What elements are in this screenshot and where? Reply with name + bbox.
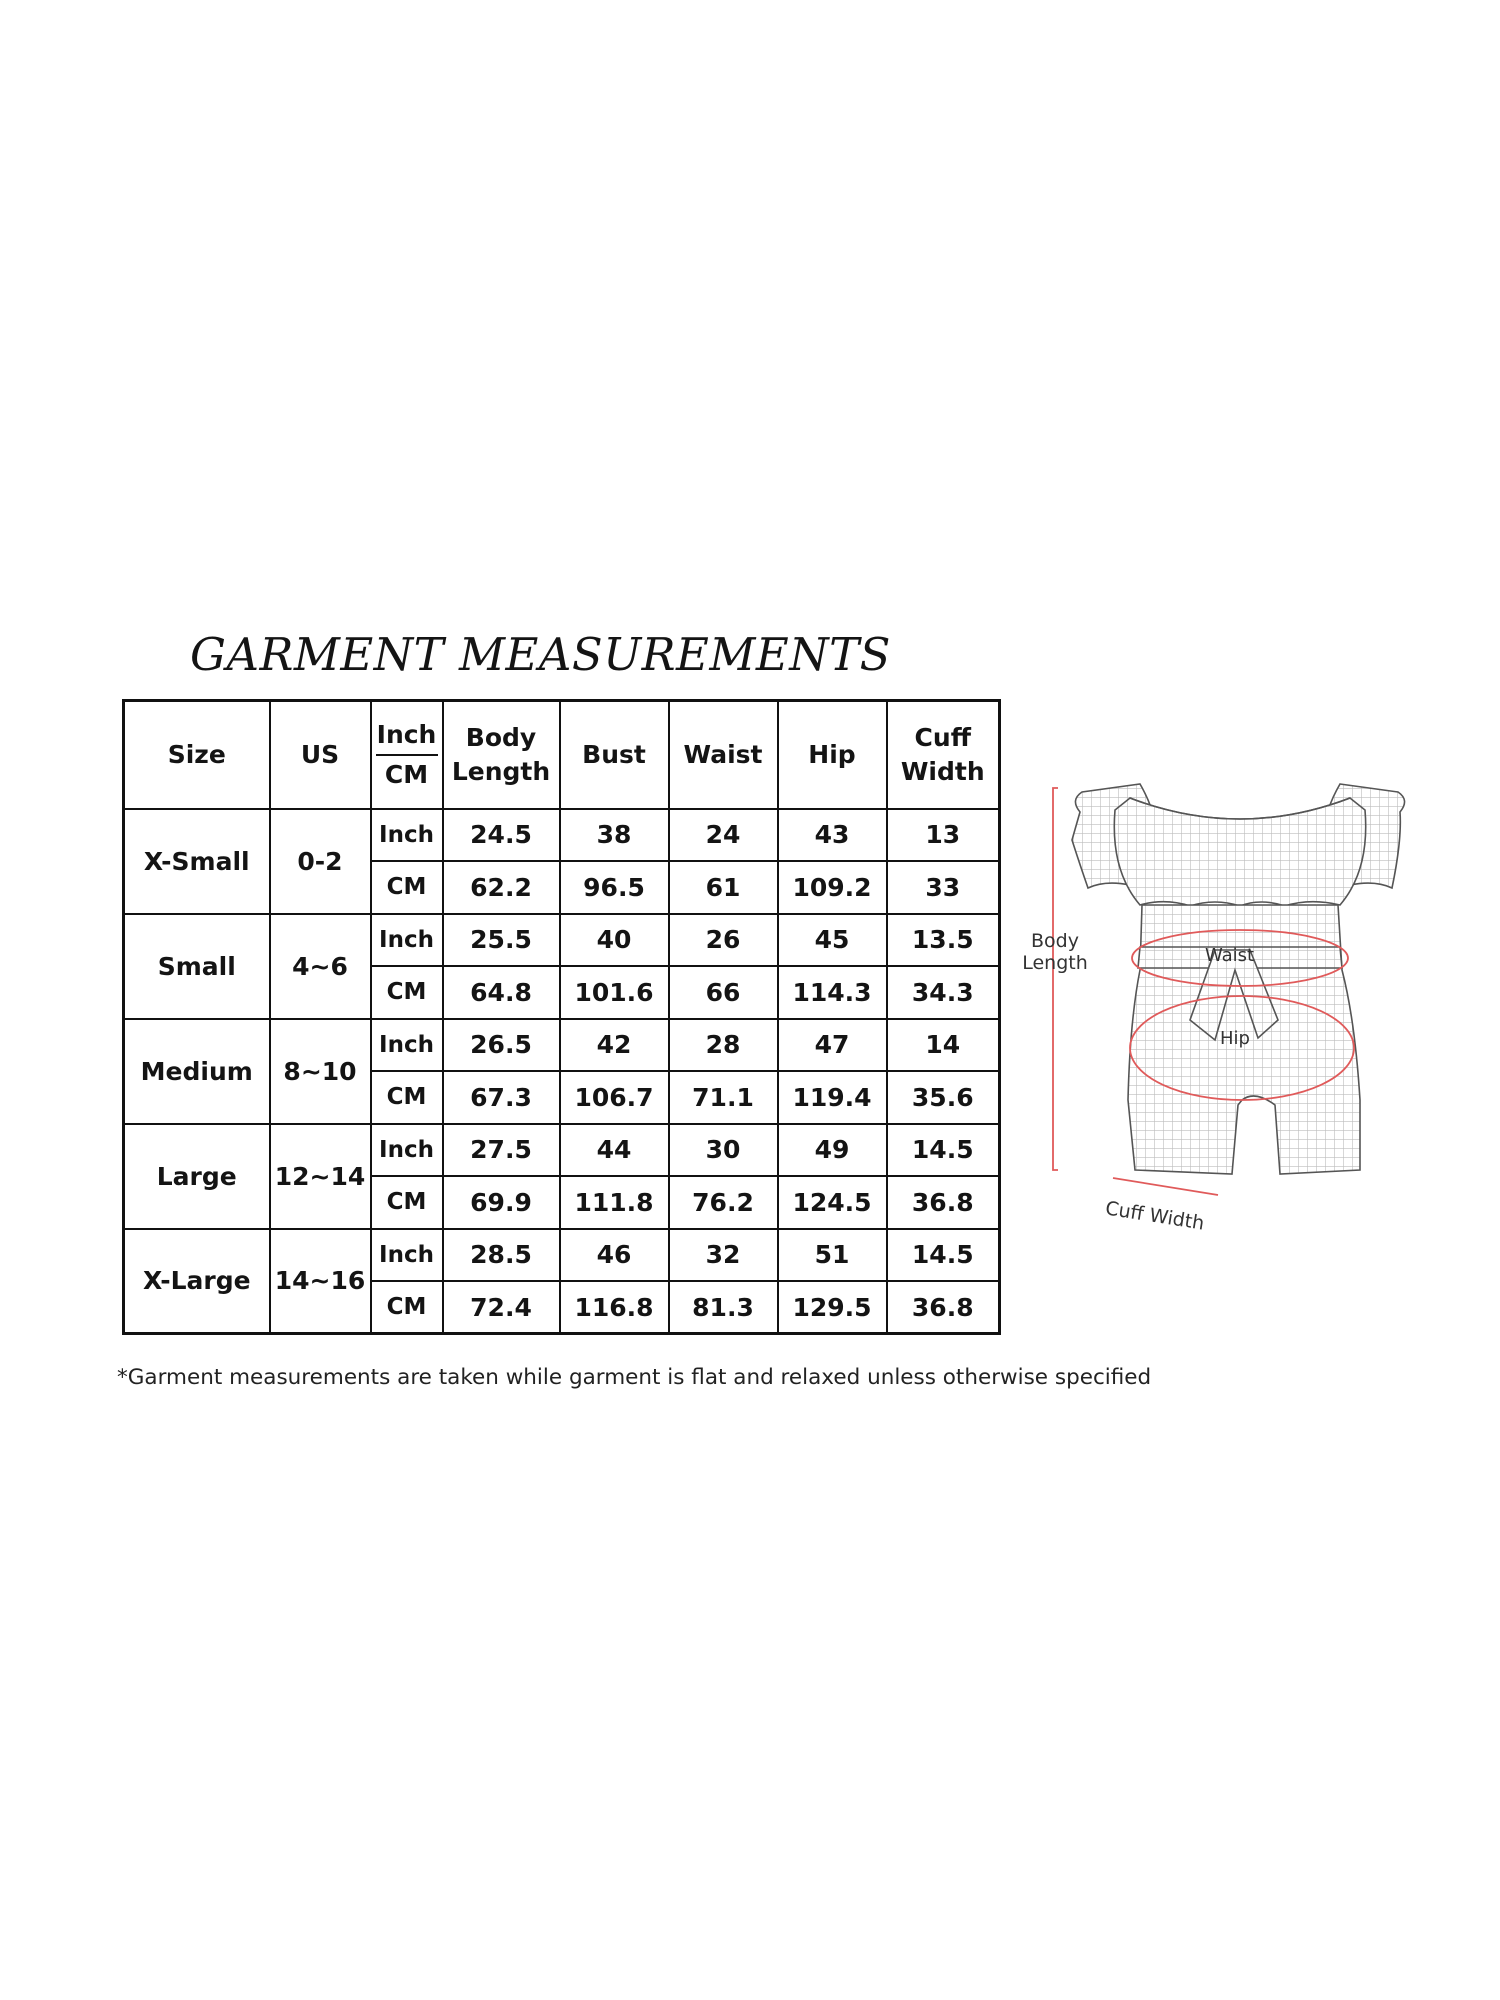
header-cuff-width-line2: Width <box>900 756 985 786</box>
body-length-label-line1: Body <box>1031 930 1079 952</box>
header-waist: Waist <box>669 701 778 809</box>
bust-cell: 40 <box>560 914 669 967</box>
body-length-bracket <box>1053 788 1058 1170</box>
waist-cell: 61 <box>669 861 778 914</box>
header-cuff-width-line1: Cuff <box>914 722 971 752</box>
header-hip: Hip <box>778 701 887 809</box>
body-length-cell: 72.4 <box>443 1281 560 1334</box>
unit-cell: Inch <box>371 1019 443 1072</box>
header-unit <box>371 701 443 809</box>
us-size-cell: 12~14 <box>270 1124 371 1229</box>
waist-cell: 32 <box>669 1229 778 1282</box>
hip-cell: 51 <box>778 1229 887 1282</box>
bust-cell: 96.5 <box>560 861 669 914</box>
unit-cell: CM <box>371 966 443 1019</box>
footnote: *Garment measurements are taken while garment is flat and relaxed unless otherwise specified <box>117 1365 1152 1390</box>
unit-cell: Inch <box>371 1229 443 1282</box>
body-length-cell: 67.3 <box>443 1071 560 1124</box>
size-cell: X-Large <box>124 1229 270 1334</box>
table-row <box>124 1124 1000 1177</box>
waist-cell: 76.2 <box>669 1176 778 1229</box>
page-title: GARMENT MEASUREMENTS <box>190 628 891 681</box>
unit-cell: Inch <box>371 809 443 862</box>
hip-cell: 109.2 <box>778 861 887 914</box>
cuff-width-cell: 35.6 <box>887 1071 1000 1124</box>
bust-cell: 101.6 <box>560 966 669 1019</box>
size-cell: Medium <box>124 1019 270 1124</box>
table-row <box>124 1019 1000 1072</box>
romper-sketch-svg <box>1010 770 1430 1250</box>
cuff-width-cell: 14.5 <box>887 1229 1000 1282</box>
body-length-cell: 27.5 <box>443 1124 560 1177</box>
header-body-length <box>443 701 560 809</box>
header-row <box>124 701 1000 809</box>
body-length-cell: 62.2 <box>443 861 560 914</box>
size-cell: Small <box>124 914 270 1019</box>
cuff-width-cell: 13.5 <box>887 914 1000 967</box>
bust-cell: 46 <box>560 1229 669 1282</box>
size-cell: X-Small <box>124 809 270 914</box>
unit-cell: CM <box>371 1176 443 1229</box>
waist-label: Waist <box>1205 945 1255 966</box>
cuff-width-cell: 34.3 <box>887 966 1000 1019</box>
table-row <box>124 809 1000 862</box>
unit-cell: Inch <box>371 1124 443 1177</box>
waist-cell: 28 <box>669 1019 778 1072</box>
bust-cell: 38 <box>560 809 669 862</box>
body-length-cell: 28.5 <box>443 1229 560 1282</box>
waist-cell: 71.1 <box>669 1071 778 1124</box>
size-chart-table <box>122 699 1001 1335</box>
bust-cell: 42 <box>560 1019 669 1072</box>
header-size: Size <box>124 701 270 809</box>
waist-cell: 66 <box>669 966 778 1019</box>
size-chart-body <box>124 809 1000 1334</box>
hip-cell: 43 <box>778 809 887 862</box>
body-length-label <box>1010 930 1100 974</box>
bust-cell: 111.8 <box>560 1176 669 1229</box>
header-unit-inch: Inch <box>376 718 438 756</box>
header-unit-cm: CM <box>384 759 429 789</box>
us-size-cell: 8~10 <box>270 1019 371 1124</box>
cuff-width-label: Cuff Width <box>1103 1197 1206 1235</box>
table-row <box>124 914 1000 967</box>
waist-cell: 24 <box>669 809 778 862</box>
hip-label: Hip <box>1220 1028 1250 1049</box>
hip-cell: 129.5 <box>778 1281 887 1334</box>
bust-cell: 106.7 <box>560 1071 669 1124</box>
header-us: US <box>270 701 371 809</box>
bodice-ruffle <box>1114 798 1365 906</box>
header-body-length-line1: Body <box>465 722 537 752</box>
unit-cell: CM <box>371 861 443 914</box>
garment-sketch-figure <box>1010 770 1430 1250</box>
body-length-cell: 64.8 <box>443 966 560 1019</box>
table-row <box>124 1229 1000 1282</box>
body-length-cell: 24.5 <box>443 809 560 862</box>
cuff-width-cell: 36.8 <box>887 1176 1000 1229</box>
unit-cell: Inch <box>371 914 443 967</box>
header-body-length-line2: Length <box>451 756 551 786</box>
header-cuff-width <box>887 701 1000 809</box>
header-bust: Bust <box>560 701 669 809</box>
us-size-cell: 4~6 <box>270 914 371 1019</box>
hip-cell: 124.5 <box>778 1176 887 1229</box>
cuff-width-cell: 14.5 <box>887 1124 1000 1177</box>
bust-cell: 44 <box>560 1124 669 1177</box>
unit-cell: CM <box>371 1071 443 1124</box>
waist-cell: 30 <box>669 1124 778 1177</box>
cuff-width-line <box>1113 1178 1218 1195</box>
body-length-label-line2: Length <box>1022 952 1088 974</box>
us-size-cell: 14~16 <box>270 1229 371 1334</box>
cuff-width-cell: 36.8 <box>887 1281 1000 1334</box>
size-cell: Large <box>124 1124 270 1229</box>
bust-cell: 116.8 <box>560 1281 669 1334</box>
hip-cell: 45 <box>778 914 887 967</box>
hip-cell: 49 <box>778 1124 887 1177</box>
hip-cell: 47 <box>778 1019 887 1072</box>
hip-cell: 119.4 <box>778 1071 887 1124</box>
body-length-cell: 69.9 <box>443 1176 560 1229</box>
us-size-cell: 0-2 <box>270 809 371 914</box>
body-length-cell: 26.5 <box>443 1019 560 1072</box>
cuff-width-cell: 33 <box>887 861 1000 914</box>
waist-cell: 81.3 <box>669 1281 778 1334</box>
cuff-width-cell: 13 <box>887 809 1000 862</box>
hip-cell: 114.3 <box>778 966 887 1019</box>
unit-cell: CM <box>371 1281 443 1334</box>
cuff-width-cell: 14 <box>887 1019 1000 1072</box>
body-length-cell: 25.5 <box>443 914 560 967</box>
waist-cell: 26 <box>669 914 778 967</box>
